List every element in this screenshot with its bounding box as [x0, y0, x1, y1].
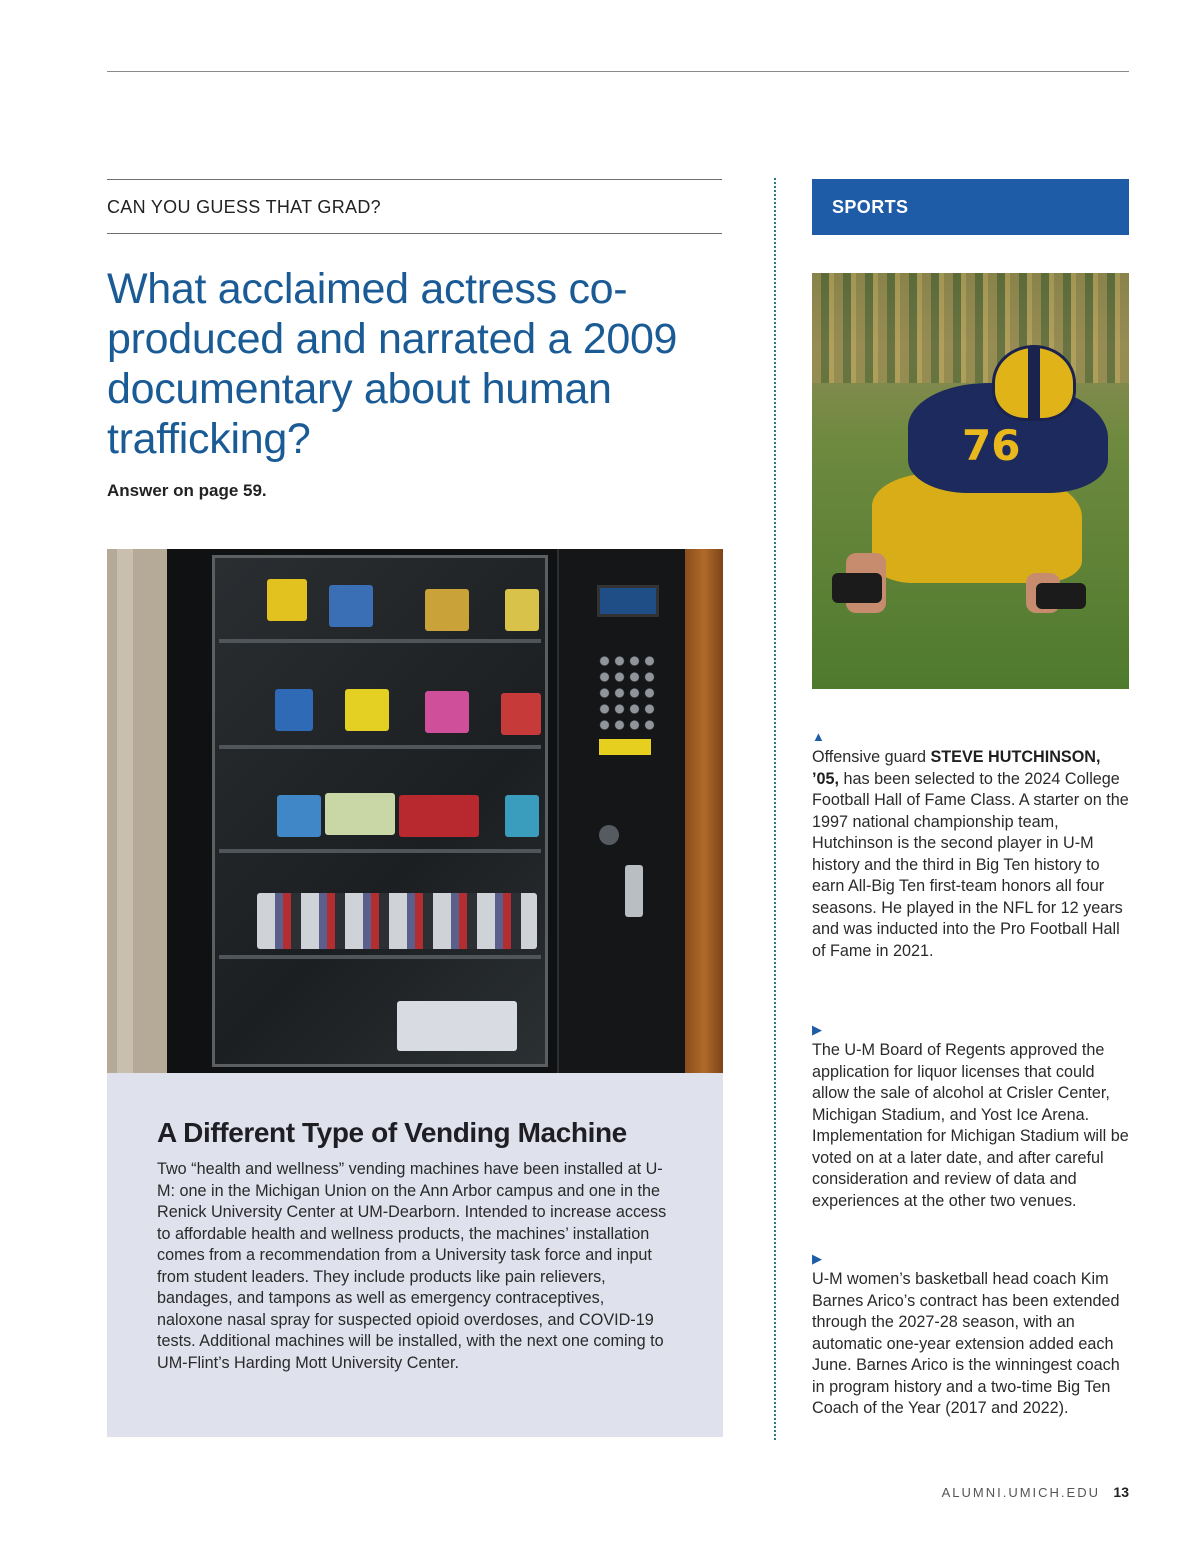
photo-jersey-number: 76 — [962, 421, 1021, 470]
vending-machine-photo — [107, 549, 723, 1073]
photo-product — [505, 589, 539, 631]
section-label: SPORTS — [832, 197, 909, 217]
photo-control-panel — [557, 549, 687, 1073]
right-triangle-icon: ▶ — [812, 1251, 822, 1266]
photo-coin-slot — [599, 825, 619, 845]
kicker-bottom-rule — [107, 233, 722, 234]
photo-lock — [625, 865, 643, 917]
photo-shelf — [219, 955, 541, 959]
photo-wood-panel — [685, 549, 723, 1073]
right-triangle-icon: ▶ — [812, 1022, 822, 1037]
photo-cleat — [832, 573, 882, 603]
photo-shelf — [219, 745, 541, 749]
photo-product — [325, 793, 395, 835]
photo-product — [275, 689, 313, 731]
sports-note-liquor-licenses: The U-M Board of Regents approved the application for liquor licenses that could allow the sale of alcohol at Crisler Center, Michigan Stadium, and Yost Ice Arena. Implementation for Michigan Stadium will be voted on at a later date, and after careful consideration and review of data and experiences at the other two venues. — [812, 1041, 1129, 1210]
photo-keypad — [597, 653, 657, 733]
photo-bill-acceptor — [599, 739, 651, 755]
photo-cleat — [1036, 583, 1086, 609]
photo-wall — [107, 549, 167, 1073]
answer-reference: Answer on page 59. — [107, 481, 267, 500]
section-kicker: CAN YOU GUESS THAT GRAD? — [107, 197, 381, 217]
photo-product-row — [257, 893, 537, 949]
photo-product — [399, 795, 479, 837]
trivia-question: What acclaimed actress co-produced and narrated a 2009 documentary about human trafficking? — [107, 265, 678, 463]
top-rule — [107, 71, 1129, 72]
footer-website: ALUMNI.UMICH.EDU — [941, 1485, 1100, 1500]
football-player-photo — [812, 273, 1129, 689]
note-rest: has been selected to the 2024 College Football Hall of Fame Class. A starter on the 1997 national championship team, Hutchinson is the second player in U-M history and the third in Big Ten history to earn All-Big Ten first-team honors all four seasons. He played in the NFL for 12 years and was inducted into the Pro Football Hall of Fame in 2021. — [812, 769, 1129, 960]
note-name: STEVE HUTCHINSON, ’05, — [812, 748, 1101, 788]
story-headline: A Different Type of Vending Machine — [157, 1117, 627, 1148]
photo-product — [277, 795, 321, 837]
vending-story-callout — [107, 1073, 723, 1437]
up-triangle-icon: ▲ — [812, 729, 825, 744]
photo-product — [329, 585, 373, 627]
photo-product — [397, 1001, 517, 1051]
photo-shelf — [219, 849, 541, 853]
photo-shelf — [219, 639, 541, 643]
photo-crowd — [812, 273, 1129, 383]
photo-helmet — [992, 345, 1076, 421]
kicker-top-rule — [107, 179, 722, 180]
photo-display — [597, 585, 659, 617]
story-body: Two “health and wellness” vending machines have been installed at U-M: one in the Michigan Union on the Ann Arbor campus and one in the Renick University Center at UM-Dearborn. Intended to increase access to affordable health and wellness products, the machines’ installation comes from a recommendation from a University task force and input from student leaders. They include products like pain relievers, bandages, and tampons as well as emergency contraceptives, naloxone nasal spray for suspected opioid overdoses, and COVID-19 tests. Additional machines will be installed, with the next one coming to UM-Flint’s Harding Mott University Center. — [157, 1160, 667, 1372]
page-number: 13 — [1113, 1484, 1129, 1500]
photo-product — [505, 795, 539, 837]
photo-product — [501, 693, 541, 735]
note-lead: Offensive guard — [812, 748, 931, 766]
column-divider — [774, 178, 776, 1440]
photo-product — [345, 689, 389, 731]
photo-product — [425, 691, 469, 733]
sports-note-basketball-coach: U-M women’s basketball head coach Kim Barnes Arico’s contract has been extended through the 2027-28 season, with an automatic one-year extension added each June. Barnes Arico is the winningest coach in program history and a two-time Big Ten Coach of the Year (2017 and 2022). — [812, 1270, 1120, 1417]
photo-product — [267, 579, 307, 621]
sports-section-header — [812, 179, 1129, 235]
sports-note-hutchinson — [812, 747, 1130, 962]
photo-product — [425, 589, 469, 631]
